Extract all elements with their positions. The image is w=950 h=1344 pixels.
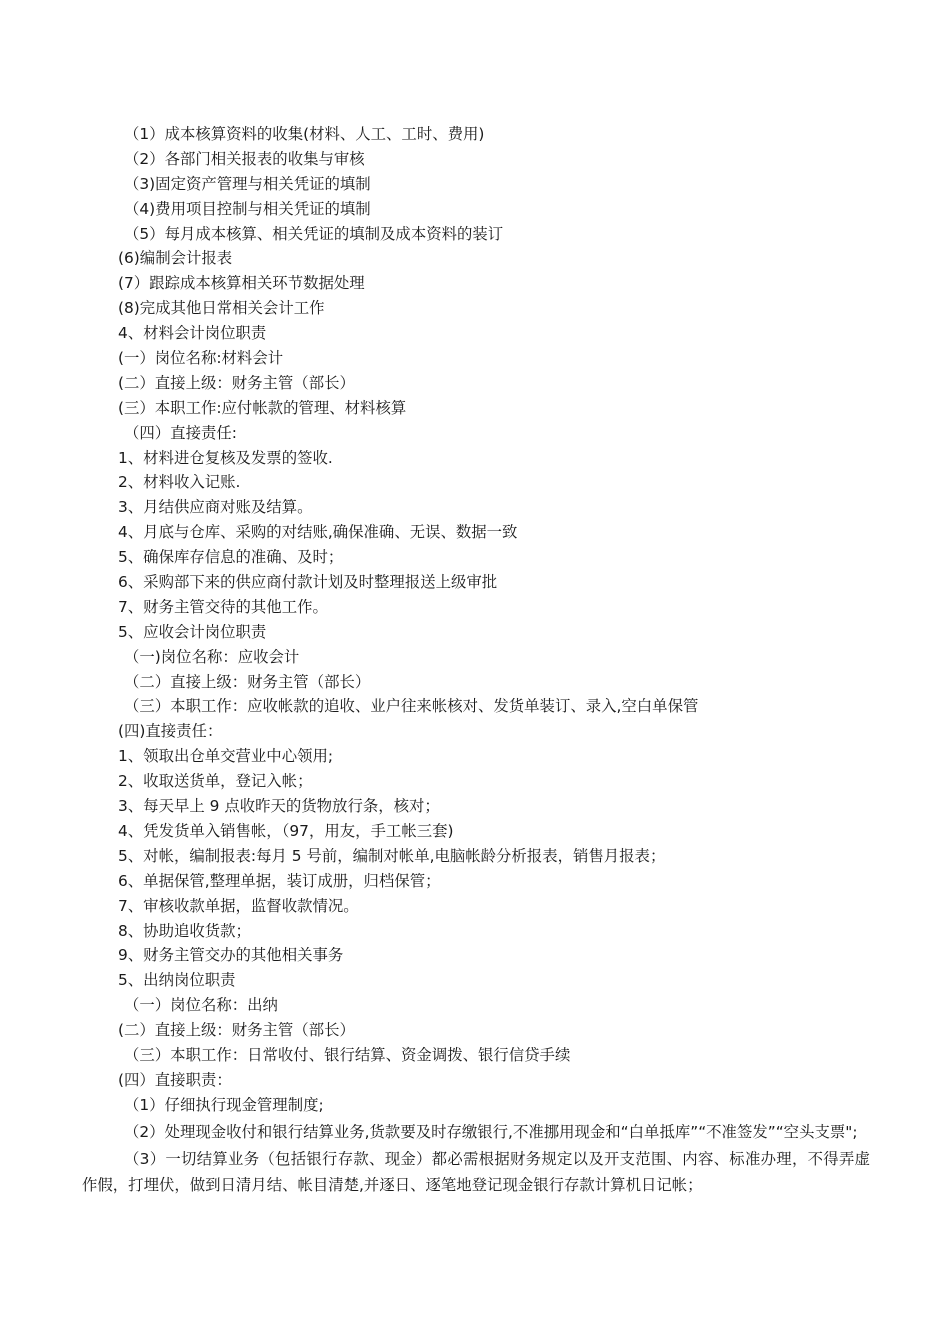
text-line: （四）直接责任:: [124, 423, 237, 442]
text-line: （3)固定资产管理与相关凭证的填制: [124, 174, 371, 193]
text-line: 6、单据保管,整理单据，装订成册，归档保管；: [118, 871, 441, 890]
paragraph: （3）一切结算业务（包括银行存款、现金）都必需根据财务规定以及开支范围、内容、标准办理，不得弄虚作假，打埋伏，做到日清月结、帐目清楚,并逐日、逐笔地登记现金银行存款计算机日记帐；: [82, 1149, 870, 1195]
text-line: 1、领取出仓单交营业中心领用;: [118, 747, 334, 766]
document-body: [0, 122, 950, 1198]
text-line: (一）岗位名称:材料会计: [118, 349, 284, 368]
text-line: 8、协助追收货款；: [118, 921, 251, 940]
text-line: 7、财务主管交待的其他工作。: [118, 597, 328, 616]
text-line: 6、采购部下来的供应商付款计划及时整理报送上级审批: [118, 573, 498, 592]
text-line: 7、审核收款单据，监督收款情况。: [118, 896, 359, 915]
text-line: （一)岗位名称：应收会计: [124, 647, 300, 666]
text-line: （2）各部门相关报表的收集与审核: [124, 149, 365, 168]
text-line: （三）本职工作：应收帐款的追收、业户往来帐核对、发货单装订、录入,空白单保管: [124, 697, 699, 716]
text-line: (二）直接上级：财务主管（部长）: [118, 373, 355, 392]
text-line: 2、收取送货单，登记入帐；: [118, 772, 313, 791]
text-line: (8)完成其他日常相关会计工作: [118, 299, 325, 318]
section-heading: 5、出纳岗位职责: [118, 971, 236, 990]
text-line: 3、月结供应商对账及结算。: [118, 498, 313, 517]
text-line: 5、确保库存信息的准确、及时；: [118, 548, 344, 567]
text-line: 4、凭发货单入销售帐，（97，用友，手工帐三套): [118, 821, 454, 840]
text-line: 4、月底与仓库、采购的对结账,确保准确、无误、数据一致: [118, 523, 518, 542]
text-line: 1、材料进仓复核及发票的签收.: [118, 448, 333, 467]
text-line: (四)直接责任：: [118, 722, 223, 741]
text-line: （一）岗位名称：出纳: [124, 996, 278, 1015]
text-line: (二）直接上级：财务主管（部长）: [118, 1021, 355, 1040]
text-line: （5）每月成本核算、相关凭证的填制及成本资料的装订: [124, 224, 504, 243]
text-line: (7）跟踪成本核算相关环节数据处理: [118, 274, 365, 293]
paragraph: （2）处理现金收付和银行结算业务,货款要及时存缴银行,不准挪用现金和“白单抵库”“不准签发”“空头支票";: [124, 1122, 858, 1141]
text-line: （三）本职工作：日常收付、银行结算、资金调拨、银行信贷手续: [124, 1045, 571, 1064]
text-line: (四）直接职责：: [118, 1070, 232, 1089]
text-line: 5、对帐，编制报表:每月 5 号前，编制对帐单,电脑帐龄分析报表，销售月报表；: [118, 846, 666, 865]
section-heading: 4、材料会计岗位职责: [118, 324, 267, 343]
text-line: （二）直接上级：财务主管（部长）: [124, 672, 371, 691]
text-line: (三）本职工作:应付帐款的管理、材料核算: [118, 398, 407, 417]
text-line: 3、每天早上 9 点收昨天的货物放行条，核对；: [118, 797, 440, 816]
text-line: （4)费用项目控制与相关凭证的填制: [124, 199, 371, 218]
text-line: 2、材料收入记账.: [118, 473, 241, 492]
text-line: 9、财务主管交办的其他相关事务: [118, 946, 344, 965]
text-line: （1）仔细执行现金管理制度;: [124, 1095, 324, 1114]
text-line: (6)编制会计报表: [118, 249, 233, 268]
section-heading: 5、应收会计岗位职责: [118, 622, 267, 641]
text-line: （1）成本核算资料的收集(材料、人工、工时、费用): [124, 125, 485, 143]
